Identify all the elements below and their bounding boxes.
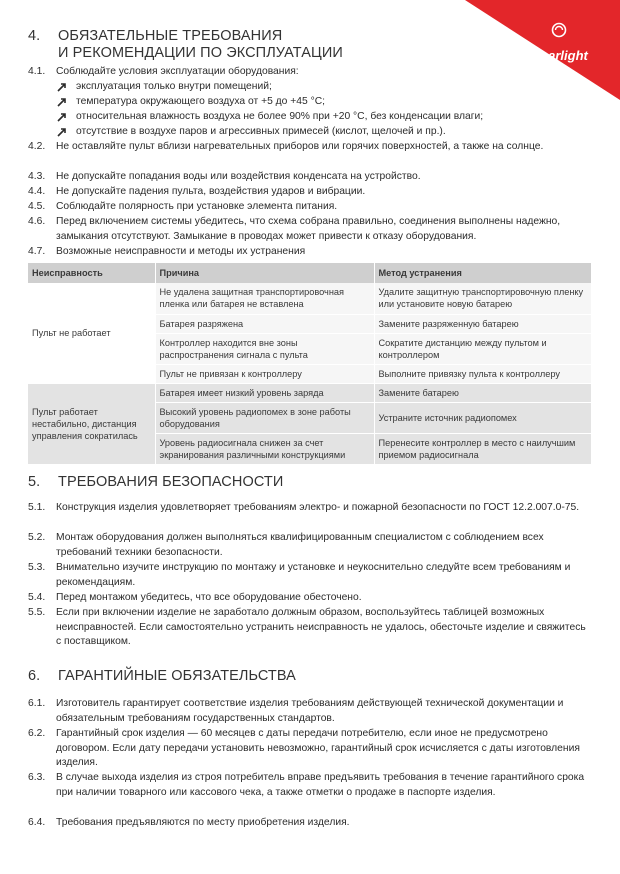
section-5-heading	[28, 474, 283, 490]
item-text: Соблюдайте условия эксплуатации оборудования:	[56, 66, 299, 77]
paragraph	[28, 65, 588, 80]
paragraph	[28, 561, 588, 590]
paragraph	[28, 531, 588, 560]
item-text: Внимательно изучите инструкцию по монтажу и установке и неукоснительно следуйте всем требованиям и рекомендациям.	[56, 562, 571, 588]
cause-cell: Контроллер находится вне зоны распространения сигнала с пульта	[155, 333, 374, 364]
item-number: 4.7.	[28, 246, 46, 257]
paragraph	[28, 591, 588, 606]
item-text: Гарантийный срок изделия — 60 месяцев с даты передачи потребителю, если иное не предусмотрено договором. Если дату передачи установить невозможно, гарантийный срок исчисляется с даты изготовления изделия.	[56, 728, 580, 768]
paragraph	[28, 140, 588, 155]
item-number: 4.2.	[28, 141, 46, 152]
cause-cell: Батарея имеет низкий уровень заряда	[155, 383, 374, 402]
cause-cell: Высокий уровень радиопомех в зоне работы оборудования	[155, 402, 374, 433]
bullet-item	[56, 80, 576, 95]
item-text: Если при включении изделие не заработало должным образом, воспользуйтесь таблицей возможных неисправностей. Если самостоятельно устранить неисправность не удалось, обесточьте изделие и свяжитесь с поставщиком.	[56, 607, 586, 647]
paragraph	[28, 606, 588, 650]
item-number: 6.4.	[28, 817, 46, 828]
logo-text: arlight	[548, 48, 588, 63]
section-number: 4.	[28, 28, 41, 44]
item-number: 6.1.	[28, 698, 46, 709]
bullet-text: относительная влажность воздуха не более 90% при +20 °С, без конденсации влаги;	[76, 111, 484, 122]
paragraph	[28, 771, 588, 800]
item-number: 5.4.	[28, 592, 46, 603]
paragraph	[28, 245, 588, 260]
fix-cell: Перенесите контроллер в место с наилучшим приемом радиосигнала	[374, 433, 591, 464]
bullet-item	[56, 125, 576, 140]
fix-cell: Выполните привязку пульта к контроллеру	[374, 364, 591, 383]
fix-cell: Замените батарею	[374, 383, 591, 402]
fix-cell: Удалите защитную транспортировочную пленку или установите новую батарею	[374, 283, 591, 314]
item-number: 4.6.	[28, 216, 46, 227]
item-number: 6.2.	[28, 728, 46, 739]
arrow-bullet-icon	[56, 110, 68, 124]
fix-cell: Устраните источник радиопомех	[374, 402, 591, 433]
bullet-item	[56, 110, 576, 125]
troubleshooting-table	[28, 263, 591, 465]
table-row	[28, 383, 591, 402]
bullet-text: отсутствие в воздухе паров и агрессивных примесей (кислот, щелочей и пр.).	[76, 126, 446, 137]
column-header: Метод устранения	[374, 263, 591, 283]
item-text: Перед включением системы убедитесь, что схема собрана правильно, соединения выполнены надежно, замыкания отсутствуют. Замыкание в проводах может привести к отказу оборудования.	[56, 216, 561, 242]
item-text: Монтаж оборудования должен выполняться квалифицированным специалистом с соблюдением всех требований техники безопасности.	[56, 532, 544, 558]
paragraph	[28, 185, 588, 200]
bullet-text: температура окружающего воздуха от +5 до +45 °С;	[76, 96, 326, 107]
item-text: Возможные неисправности и методы их устранения	[56, 246, 306, 257]
item-text: Не допускайте падения пульта, воздействия ударов и вибрации.	[56, 186, 366, 197]
table-row	[28, 283, 591, 314]
bullet-item	[56, 95, 576, 110]
arrow-bullet-icon	[56, 125, 68, 139]
section-number: 6.	[28, 668, 41, 684]
item-number: 5.1.	[28, 502, 46, 513]
fix-cell: Замените разряженную батарею	[374, 314, 591, 333]
paragraph	[28, 697, 588, 726]
item-number: 4.1.	[28, 66, 46, 77]
table-header-row	[28, 263, 591, 283]
paragraph	[28, 816, 588, 831]
section-title-line: ОБЯЗАТЕЛЬНЫЕ ТРЕБОВАНИЯ	[58, 28, 283, 44]
fault-cell: Пульт не работает	[28, 283, 155, 383]
item-text: Не допускайте попадания воды или воздействия конденсата на устройство.	[56, 171, 421, 182]
cause-cell: Не удалена защитная транспортировочная пленка или батарея не вставлена	[155, 283, 374, 314]
paragraph	[28, 170, 588, 185]
fix-cell: Сократите дистанцию между пультом и контроллером	[374, 333, 591, 364]
paragraph	[28, 200, 588, 215]
arrow-bullet-icon	[56, 80, 68, 94]
paragraph	[28, 727, 588, 771]
paragraph	[28, 215, 588, 244]
column-header: Неисправность	[28, 263, 155, 283]
item-number: 4.4.	[28, 186, 46, 197]
item-number: 5.5.	[28, 607, 46, 618]
item-text: Соблюдайте полярность при установке элемента питания.	[56, 201, 338, 212]
section-title: ГАРАНТИЙНЫЕ ОБЯЗАТЕЛЬСТВА	[58, 668, 296, 684]
paragraph	[28, 501, 588, 516]
cause-cell: Пульт не привязан к контроллеру	[155, 364, 374, 383]
section-4-heading-line2	[28, 45, 343, 61]
section-4-heading	[28, 28, 282, 44]
item-text: Изготовитель гарантирует соответствие изделия требованиям действующей технической документации и обязательным требованиям государственных стандартов.	[56, 698, 564, 724]
section-title-line: И РЕКОМЕНДАЦИИ ПО ЭКСПЛУАТАЦИИ	[58, 45, 343, 61]
section-number: 5.	[28, 474, 41, 490]
bullet-text: эксплуатация только внутри помещений;	[76, 81, 272, 92]
item-text: Перед монтажом убедитесь, что все оборудование обесточено.	[56, 592, 362, 603]
section-6-heading	[28, 668, 296, 684]
item-text: Конструкция изделия удовлетворяет требованиям электро- и пожарной безопасности по ГОСТ 12.2.007.0-75.	[56, 502, 580, 513]
fault-cell: Пульт работает нестабильно, дистанция управления сократилась	[28, 383, 155, 464]
item-number: 4.3.	[28, 171, 46, 182]
item-text: В случае выхода изделия из строя потребитель вправе предъявить требования в течение гарантийного срока при наличии товарного или кассового чека, а также отметки о продаже в паспорте изделия.	[56, 772, 585, 798]
item-text: Требования предъявляются по месту приобретения изделия.	[56, 817, 350, 828]
cause-cell: Уровень радиосигнала снижен за счет экранирования различными конструкциями	[155, 433, 374, 464]
column-header: Причина	[155, 263, 374, 283]
item-number: 5.2.	[28, 532, 46, 543]
section-title: ТРЕБОВАНИЯ БЕЗОПАСНОСТИ	[58, 474, 284, 490]
cause-cell: Батарея разряжена	[155, 314, 374, 333]
item-number: 5.3.	[28, 562, 46, 573]
item-text: Не оставляйте пульт вблизи нагревательных приборов или горячих поверхностей, а также на солнце.	[56, 141, 544, 152]
item-number: 6.3.	[28, 772, 46, 783]
item-number: 4.5.	[28, 201, 46, 212]
arrow-bullet-icon	[56, 95, 68, 109]
